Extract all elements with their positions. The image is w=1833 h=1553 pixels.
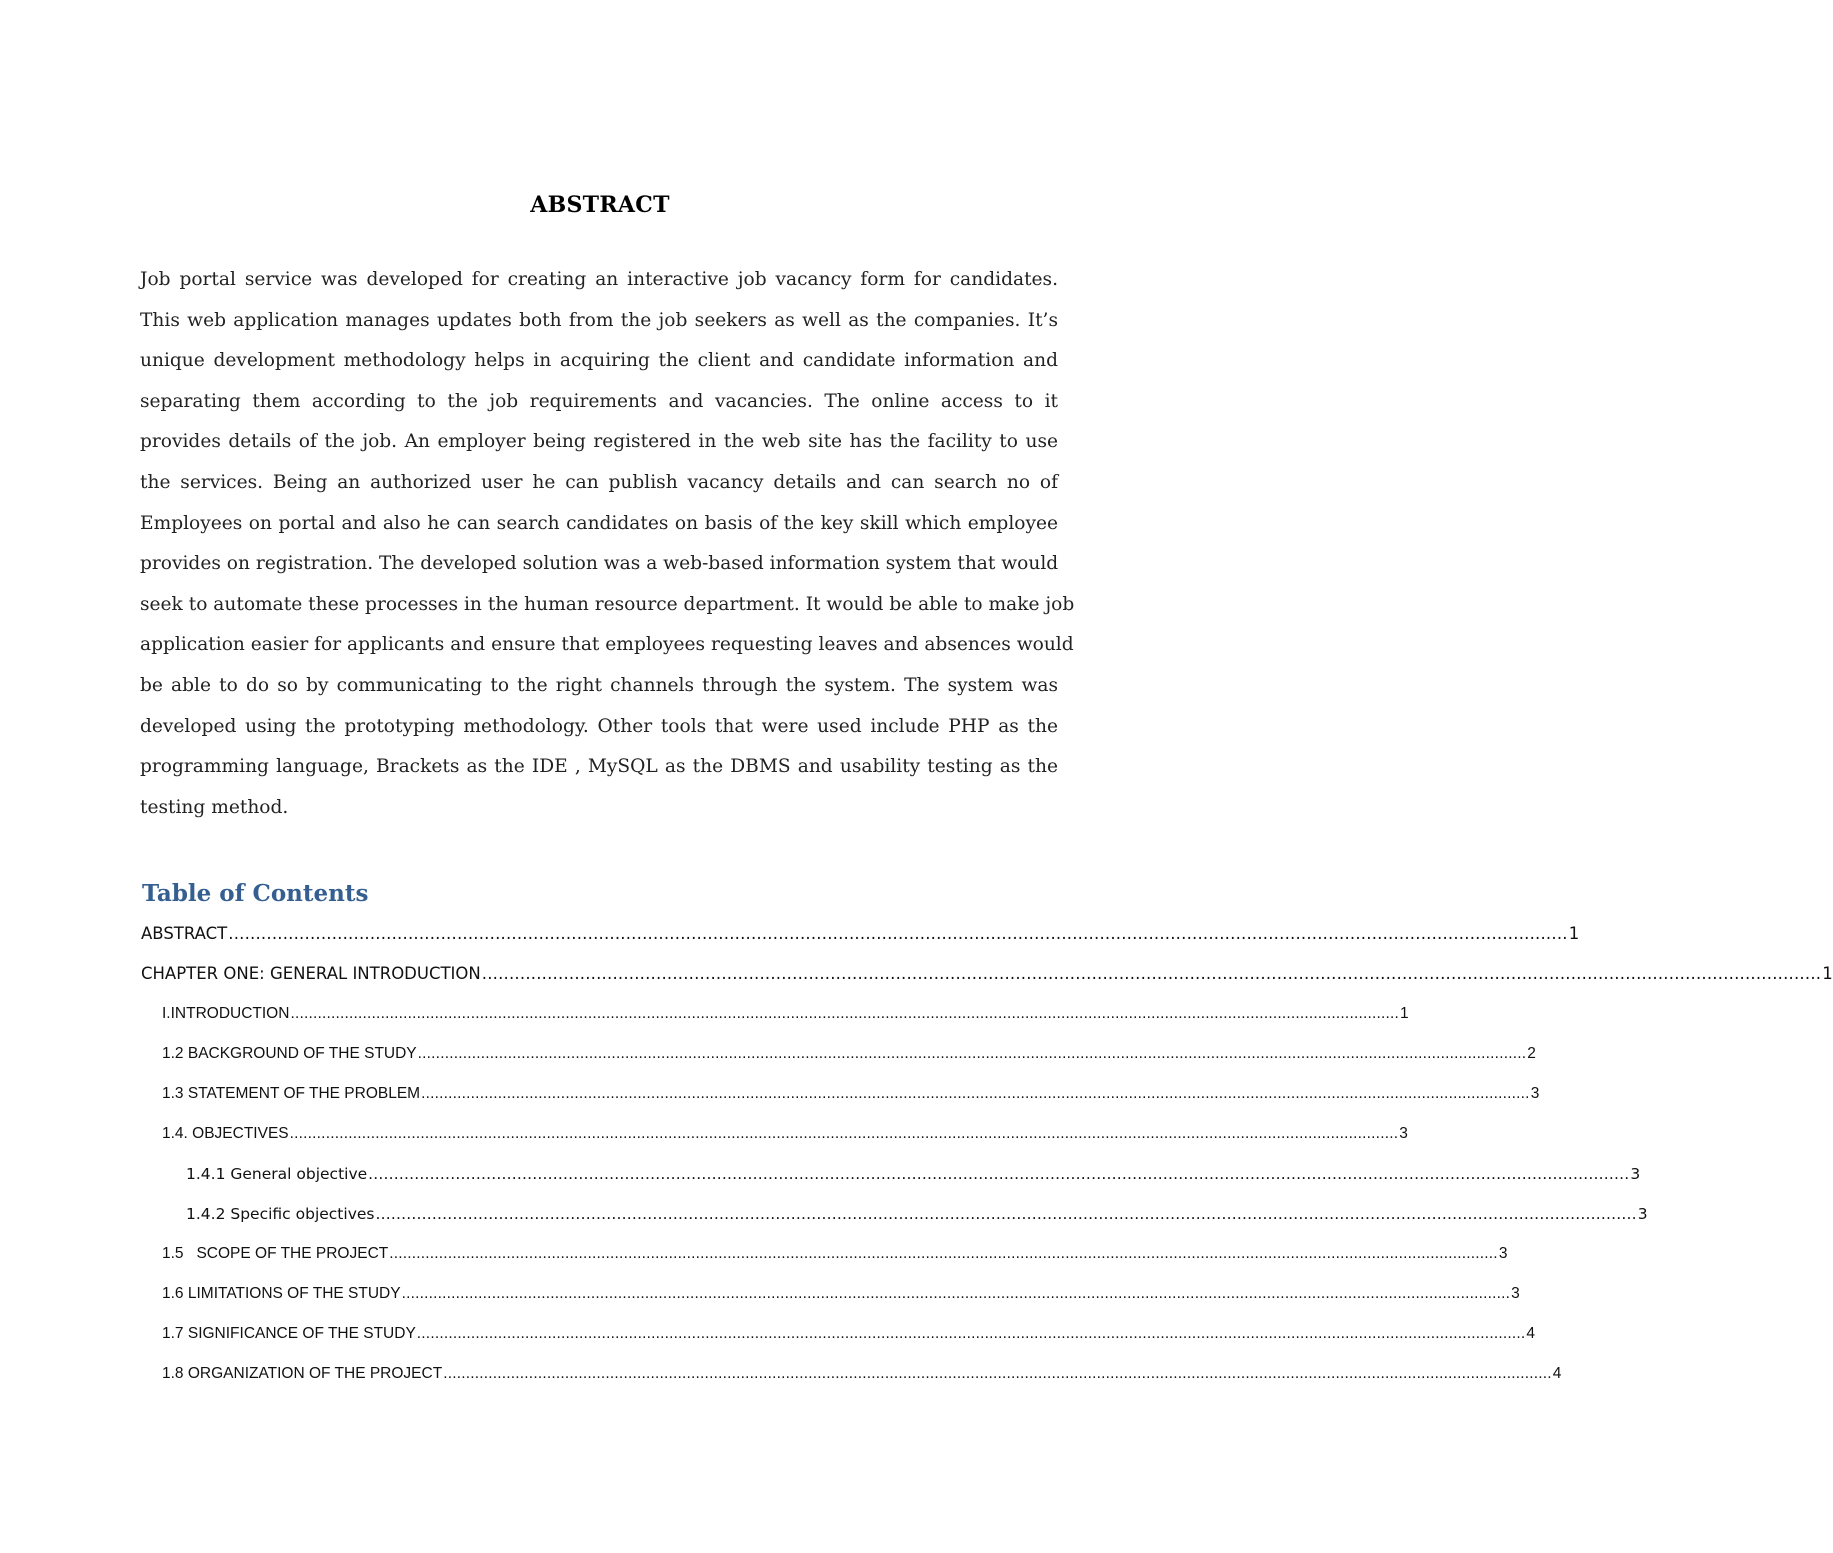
toc-leader-dots: ...................................................................................................................................................................................................................................................... [290,1005,1400,1022]
abstract-line: the services. Being an authorized user he can publish vacancy details and can search no of [140,471,1058,493]
toc-entry-abstract[interactable] [141,922,1580,946]
abstract-line: This web application manages updates both from the job seekers as well as the companies. It’s [140,309,1058,331]
abstract-body [140,262,1075,830]
toc-entry-label: 1.4.1 General objective [186,1165,368,1183]
toc-entry-label: CHAPTER ONE: GENERAL INTRODUCTION [141,964,481,983]
toc-leader-dots: ...................................................................................................................................................................................................................................................... [421,1085,1530,1102]
abstract-line: separating them according to the job requirements and vacancies. The online access to it [140,390,1058,412]
abstract-line: developed using the prototyping methodology. Other tools that were used include PHP as the [140,715,1058,737]
toc-leader-dots: ...................................................................................................................................................................................................................................................... [289,1125,1399,1142]
toc-entry-objectives[interactable] [162,1122,1408,1146]
toc-entry-label: 1.4.2 Specific objectives [186,1205,375,1223]
toc-entry-chapter-one[interactable] [141,962,1833,986]
toc-entry-label: 1.3 STATEMENT OF THE PROBLEM [162,1085,421,1102]
toc-page-number: 3 [1637,1205,1648,1223]
toc-leader-dots: ...................................................................................................................................................................................................................................................... [401,1285,1511,1302]
toc-entry-statement[interactable] [162,1082,1540,1106]
toc-leader-dots: ...................................................................................................................................................................................................................................................... [417,1045,1527,1062]
toc-page-number: 4 [1526,1325,1535,1342]
toc-page-number: 1 [1822,964,1833,983]
abstract-line: provides details of the job. An employer being registered in the web site has the facility to use [140,431,1058,453]
toc-page-number: 1 [1568,924,1580,943]
toc-leader-dots: ...................................................................................................................................................................................................................................................... [368,1165,1630,1183]
toc-entry-label: 1.6 LIMITATIONS OF THE STUDY [162,1285,401,1302]
abstract-line: Employees on portal and also he can search candidates on basis of the key skill which employee [140,512,1058,534]
abstract-line: be able to do so by communicating to the right channels through the system. The system was [140,674,1058,696]
abstract-line: application easier for applicants and ensure that employees requesting leaves and absences would [140,634,1074,656]
toc-entry-introduction[interactable] [162,1002,1409,1026]
toc-entry-general-objective[interactable] [186,1162,1641,1186]
toc-leader-dots: ...................................................................................................................................................................................................................................................... [375,1205,1637,1223]
toc-page-number: 2 [1527,1045,1536,1062]
toc-page-number: 3 [1530,1085,1540,1102]
toc-entry-label: 1.4. OBJECTIVES [162,1125,289,1142]
toc-page-number: 1 [1400,1005,1409,1022]
toc-page-number: 4 [1552,1365,1562,1382]
toc-entry-label: 1.2 BACKGROUND OF THE STUDY [162,1045,417,1062]
abstract-line: seek to automate these processes in the human resource department. It would be able to make job [140,593,1075,615]
toc-entry-scope[interactable] [162,1242,1508,1266]
toc-page-number: 3 [1399,1125,1408,1142]
abstract-line: provides on registration. The developed solution was a web-based information system that would [140,553,1059,575]
toc-entry-background[interactable] [162,1042,1536,1066]
toc-leader-dots: ...................................................................................................................................................................................................................................................... [443,1365,1552,1382]
toc-page-number: 3 [1511,1285,1520,1302]
toc-entry-label: 1.5 SCOPE OF THE PROJECT [162,1245,389,1262]
toc-entry-significance[interactable] [162,1322,1535,1346]
toc-leader-dots: ...................................................................................................................................................................................................................................................... [228,924,1568,943]
toc-leader-dots: ...................................................................................................................................................................................................................................................... [481,964,1822,983]
toc-leader-dots: ...................................................................................................................................................................................................................................................... [416,1325,1526,1342]
toc-entry-label: I.INTRODUCTION [162,1005,290,1022]
toc-entry-limitations[interactable] [162,1282,1520,1306]
toc-heading: Table of Contents [142,880,369,907]
toc-leader-dots: ...................................................................................................................................................................................................................................................... [389,1245,1498,1262]
toc-page-number: 3 [1630,1165,1641,1183]
toc-entry-label: 1.7 SIGNIFICANCE OF THE STUDY [162,1325,416,1342]
toc-entry-organization[interactable] [162,1362,1562,1386]
toc-page-number: 3 [1498,1245,1508,1262]
abstract-line: unique development methodology helps in acquiring the client and candidate information and [140,350,1058,372]
abstract-line: testing method. [140,796,289,818]
abstract-title: ABSTRACT [530,192,670,218]
toc-entry-label: ABSTRACT [141,924,228,943]
toc-entry-specific-objectives[interactable] [186,1202,1648,1226]
abstract-line: Job portal service was developed for creating an interactive job vacancy form for candidates. [140,269,1058,290]
abstract-line: programming language, Brackets as the IDE , MySQL as the DBMS and usability testing as the [140,756,1058,778]
toc-entry-label: 1.8 ORGANIZATION OF THE PROJECT [162,1365,443,1382]
